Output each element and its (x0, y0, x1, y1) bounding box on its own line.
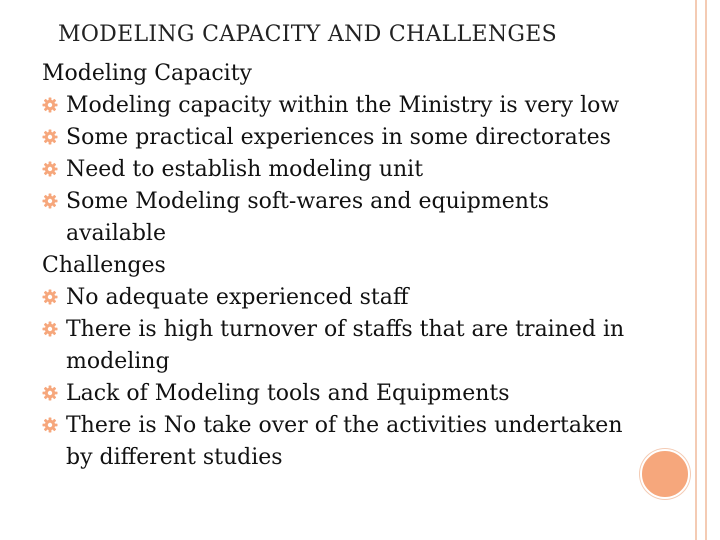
gear-bullet-icon (42, 161, 58, 177)
decorative-circle (640, 449, 690, 499)
decorative-line-left (695, 0, 697, 540)
list-item-text: There is No take over of the activities undertaken by different studies (66, 413, 623, 470)
gear-bullet-icon (42, 321, 58, 337)
gear-bullet-icon (42, 385, 58, 401)
list-item (42, 410, 642, 474)
list-item-text: No adequate experienced staff (66, 285, 409, 310)
gear-bullet-icon (42, 97, 58, 113)
gear-bullet-icon (42, 129, 58, 145)
slide-content (42, 58, 642, 474)
list-item (42, 186, 642, 250)
list-item (42, 314, 642, 378)
list-item-text: There is high turnover of staffs that are trained in modeling (66, 317, 625, 374)
list-item (42, 90, 642, 122)
decorative-line-right (705, 0, 707, 540)
gear-bullet-icon (42, 193, 58, 209)
list-item-text: Lack of Modeling tools and Equipments (66, 381, 510, 406)
gear-bullet-icon (42, 289, 58, 305)
list-item (42, 378, 642, 410)
section-heading-modeling-capacity: Modeling Capacity (42, 61, 252, 86)
list-item-text: Some practical experiences in some directorates (66, 125, 611, 150)
list-item-text: Some Modeling soft-wares and equipments available (66, 189, 550, 246)
section-heading-challenges: Challenges (42, 253, 166, 278)
list-item (42, 122, 642, 154)
list-item-text: Modeling capacity within the Ministry is very low (66, 93, 620, 118)
slide-title: MODELING CAPACITY AND CHALLENGES (58, 22, 557, 47)
list-item-text: Need to establish modeling unit (66, 157, 424, 182)
list-item (42, 154, 642, 186)
gear-bullet-icon (42, 417, 58, 433)
list-item (42, 282, 642, 314)
